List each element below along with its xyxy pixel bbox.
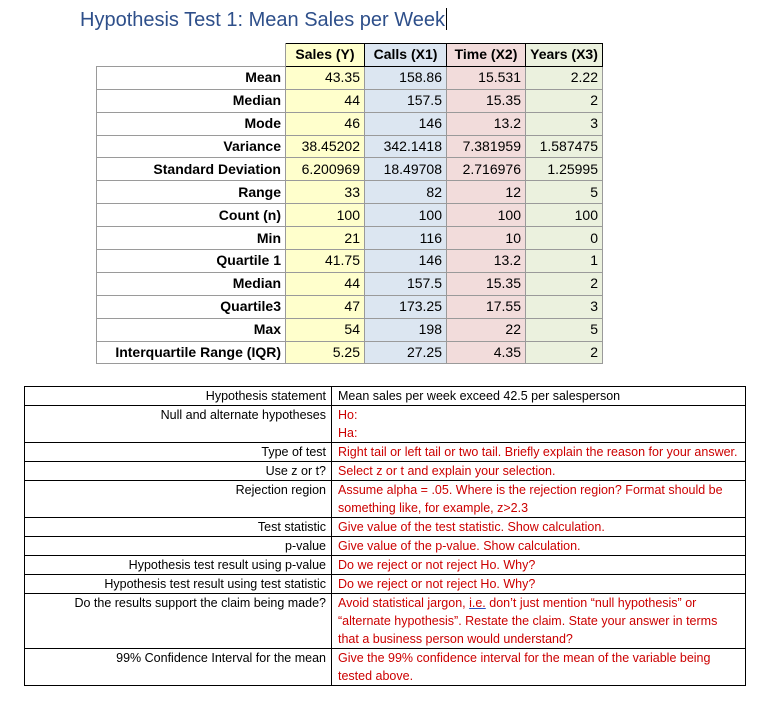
stats-cell-years[interactable]: 5 (526, 318, 603, 341)
stats-row (97, 272, 603, 295)
stats-row-label[interactable]: Interquartile Range (IQR) (97, 341, 286, 364)
stats-row (97, 66, 603, 89)
label-p-value: p-value (25, 537, 332, 556)
stats-cell-years[interactable]: 3 (526, 112, 603, 135)
null-hypothesis-text: Ho: (338, 408, 358, 422)
row-support-claim (25, 594, 746, 649)
stats-row (97, 341, 603, 364)
value-result-p-value[interactable]: Do we reject or not reject Ho. Why? (332, 556, 746, 575)
row-type-of-test (25, 443, 746, 462)
stats-row (97, 250, 603, 273)
stats-cell-calls[interactable]: 146 (365, 250, 447, 273)
stats-cell-calls[interactable]: 27.25 (365, 341, 447, 364)
value-result-test-statistic[interactable]: Do we reject or not reject Ho. Why? (332, 575, 746, 594)
stats-cell-sales[interactable]: 47 (286, 295, 365, 318)
stats-cell-years[interactable]: 0 (526, 227, 603, 250)
stats-cell-calls[interactable]: 157.5 (365, 89, 447, 112)
stats-cell-years[interactable]: 2.22 (526, 66, 603, 89)
stats-cell-time[interactable]: 15.35 (447, 89, 526, 112)
stats-row-label[interactable]: Median (97, 272, 286, 295)
stats-row (97, 318, 603, 341)
stats-row-label[interactable]: Range (97, 181, 286, 204)
value-z-or-t[interactable]: Select z or t and explain your selection. (332, 462, 746, 481)
stats-cell-sales[interactable]: 21 (286, 227, 365, 250)
stats-cell-sales[interactable]: 6.200969 (286, 158, 365, 181)
label-result-test-statistic: Hypothesis test result using test statistic (25, 575, 332, 594)
stats-row-label[interactable]: Median (97, 89, 286, 112)
stats-header-blank (97, 44, 286, 67)
row-test-statistic (25, 518, 746, 537)
stats-cell-years[interactable]: 100 (526, 204, 603, 227)
value-hypothesis-statement[interactable]: Mean sales per week exceed 42.5 per salesperson (332, 387, 746, 406)
value-support-claim[interactable] (332, 594, 746, 649)
stats-cell-calls[interactable]: 158.86 (365, 66, 447, 89)
value-null-alternate[interactable] (332, 406, 746, 443)
stats-row (97, 158, 603, 181)
stats-cell-sales[interactable]: 43.35 (286, 66, 365, 89)
stats-cell-time[interactable]: 12 (447, 181, 526, 204)
stats-cell-sales[interactable]: 38.45202 (286, 135, 365, 158)
stats-row (97, 227, 603, 250)
stats-row (97, 89, 603, 112)
stats-cell-calls[interactable]: 157.5 (365, 272, 447, 295)
support-ie-spellcheck: i.e. (469, 596, 486, 610)
stats-cell-sales[interactable]: 5.25 (286, 341, 365, 364)
stats-cell-years[interactable]: 2 (526, 89, 603, 112)
stats-cell-years[interactable]: 2 (526, 272, 603, 295)
col-header-calls[interactable]: Calls (X1) (365, 44, 447, 67)
stats-cell-sales[interactable]: 46 (286, 112, 365, 135)
stats-row (97, 181, 603, 204)
descriptive-stats-table (96, 43, 603, 364)
stats-cell-time[interactable]: 13.2 (447, 112, 526, 135)
stats-cell-sales[interactable]: 44 (286, 89, 365, 112)
alternate-hypothesis-text: Ha: (338, 426, 358, 440)
stats-cell-sales[interactable]: 33 (286, 181, 365, 204)
label-null-alternate: Null and alternate hypotheses (25, 406, 332, 443)
hypothesis-test-table (24, 386, 746, 686)
stats-cell-years[interactable]: 3 (526, 295, 603, 318)
stats-cell-sales[interactable]: 54 (286, 318, 365, 341)
stats-cell-calls[interactable]: 82 (365, 181, 447, 204)
label-z-or-t: Use z or t? (25, 462, 332, 481)
stats-row-label[interactable]: Max (97, 318, 286, 341)
stats-row-label[interactable]: Quartile3 (97, 295, 286, 318)
stats-cell-time[interactable]: 10 (447, 227, 526, 250)
stats-cell-calls[interactable]: 116 (365, 227, 447, 250)
support-suffix: don’t just mention “null hypothesis” or “alternate hypothesis”. Restate the claim. State your answer in terms that a business person would understand? (338, 596, 718, 646)
label-rejection-region: Rejection region (25, 481, 332, 518)
document-title[interactable] (80, 8, 447, 32)
text-cursor (446, 8, 447, 30)
label-support-claim: Do the results support the claim being made? (25, 594, 332, 649)
row-z-or-t (25, 462, 746, 481)
row-null-alternate (25, 406, 746, 443)
stats-row (97, 135, 603, 158)
stats-cell-time[interactable]: 13.2 (447, 250, 526, 273)
stats-cell-time[interactable]: 7.381959 (447, 135, 526, 158)
label-result-p-value: Hypothesis test result using p-value (25, 556, 332, 575)
value-type-of-test[interactable]: Right tail or left tail or two tail. Briefly explain the reason for your answer. (332, 443, 746, 462)
stats-row (97, 295, 603, 318)
value-p-value[interactable]: Give value of the p-value. Show calculation. (332, 537, 746, 556)
col-header-sales[interactable]: Sales (Y) (286, 44, 365, 67)
stats-cell-sales[interactable]: 41.75 (286, 250, 365, 273)
stats-row-label[interactable]: Mode (97, 112, 286, 135)
title-text: Hypothesis Test 1: Mean Sales per Week (80, 9, 445, 31)
stats-cell-time[interactable]: 15.531 (447, 66, 526, 89)
row-result-test-statistic (25, 575, 746, 594)
stats-cell-years[interactable]: 5 (526, 181, 603, 204)
stats-cell-time[interactable]: 4.35 (447, 341, 526, 364)
stats-cell-years[interactable]: 1.25995 (526, 158, 603, 181)
stats-cell-sales[interactable]: 100 (286, 204, 365, 227)
col-header-time[interactable]: Time (X2) (447, 44, 526, 67)
stats-cell-sales[interactable]: 44 (286, 272, 365, 295)
stats-cell-calls[interactable]: 173.25 (365, 295, 447, 318)
row-confidence-interval (25, 649, 746, 686)
stats-cell-calls[interactable]: 100 (365, 204, 447, 227)
stats-row-label[interactable]: Mean (97, 66, 286, 89)
row-hypothesis-statement (25, 387, 746, 406)
stats-row-label[interactable]: Min (97, 227, 286, 250)
value-confidence-interval[interactable]: Give the 99% confidence interval for the mean of the variable being tested above. (332, 649, 746, 686)
stats-cell-calls[interactable]: 146 (365, 112, 447, 135)
label-test-statistic: Test statistic (25, 518, 332, 537)
value-rejection-region[interactable]: Assume alpha = .05. Where is the rejection region? Format should be something like, for example, z>2.3 (332, 481, 746, 518)
stats-cell-years[interactable]: 1 (526, 250, 603, 273)
stats-row-label[interactable]: Quartile 1 (97, 250, 286, 273)
label-type-of-test: Type of test (25, 443, 332, 462)
stats-row-label[interactable]: Count (n) (97, 204, 286, 227)
stats-cell-time[interactable]: 15.35 (447, 272, 526, 295)
stats-cell-years[interactable]: 1.587475 (526, 135, 603, 158)
stats-cell-calls[interactable]: 18.49708 (365, 158, 447, 181)
stats-row (97, 112, 603, 135)
stats-cell-calls[interactable]: 198 (365, 318, 447, 341)
stats-cell-years[interactable]: 2 (526, 341, 603, 364)
stats-header-row (97, 44, 603, 67)
label-hypothesis-statement: Hypothesis statement (25, 387, 332, 406)
support-prefix: Avoid statistical jargon, (338, 596, 470, 610)
stats-cell-calls[interactable]: 342.1418 (365, 135, 447, 158)
stats-row (97, 204, 603, 227)
label-confidence-interval: 99% Confidence Interval for the mean (25, 649, 332, 686)
stats-cell-time[interactable]: 2.716976 (447, 158, 526, 181)
col-header-years[interactable]: Years (X3) (526, 44, 603, 67)
row-rejection-region (25, 481, 746, 518)
stats-cell-time[interactable]: 22 (447, 318, 526, 341)
stats-row-label[interactable]: Standard Deviation (97, 158, 286, 181)
stats-row-label[interactable]: Variance (97, 135, 286, 158)
row-result-p-value (25, 556, 746, 575)
stats-cell-time[interactable]: 17.55 (447, 295, 526, 318)
value-test-statistic[interactable]: Give value of the test statistic. Show calculation. (332, 518, 746, 537)
row-p-value (25, 537, 746, 556)
stats-cell-time[interactable]: 100 (447, 204, 526, 227)
